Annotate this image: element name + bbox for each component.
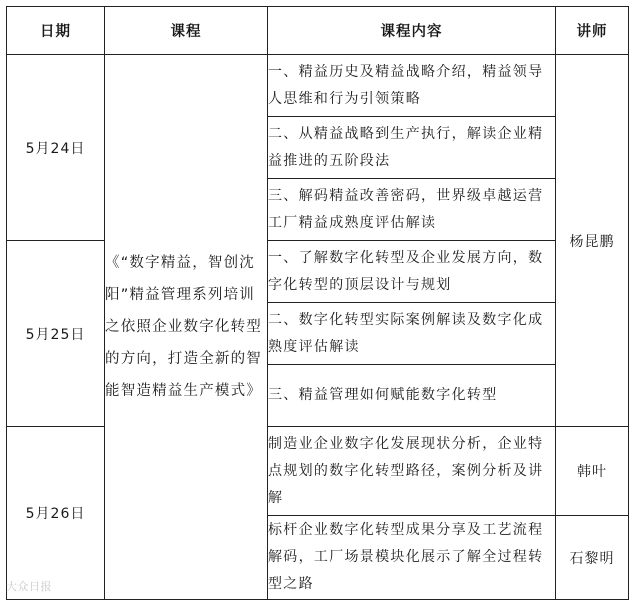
date-cell: 5月26日 xyxy=(7,427,105,600)
content-cell: 三、解码精益改善密码，世界级卓越运营工厂精益成熟度评估解读 xyxy=(268,179,556,241)
content-cell: 标杆企业数字化转型成果分享及工艺流程解码，工厂场景模块化展示了解全过程转型之路 xyxy=(268,516,556,600)
training-schedule-table xyxy=(6,6,629,600)
content-cell: 二、数字化转型实际案例解读及数字化成熟度评估解读 xyxy=(268,303,556,365)
content-cell: 一、精益历史及精益战略介绍，精益领导人思维和行为引领策略 xyxy=(268,55,556,117)
table-row xyxy=(7,241,629,303)
table-row xyxy=(7,427,629,516)
watermark: 大众日报 xyxy=(6,580,52,593)
header-content: 课程内容 xyxy=(268,7,556,55)
lecturer-cell: 杨昆鹏 xyxy=(556,55,629,427)
lecturer-cell: 石黎明 xyxy=(556,516,629,600)
date-cell: 5月25日 xyxy=(7,241,105,427)
header-row xyxy=(7,7,629,55)
date-cell: 5月24日 xyxy=(7,55,105,241)
header-course: 课程 xyxy=(105,7,268,55)
lecturer-cell: 韩叶 xyxy=(556,427,629,516)
header-date: 日期 xyxy=(7,7,105,55)
course-title-cell: 《“数字精益，智创沈阳”精益管理系列培训之依照企业数字化转型的方向，打造全新的智能智造精益生产模式》 xyxy=(105,55,268,600)
content-cell: 一、了解数字化转型及企业发展方向，数字化转型的顶层设计与规划 xyxy=(268,241,556,303)
content-cell: 制造业企业数字化发展现状分析，企业特点规划的数字化转型路径，案例分析及讲解 xyxy=(268,427,556,516)
content-cell: 二、从精益战略到生产执行，解读企业精益推进的五阶段法 xyxy=(268,117,556,179)
table-row xyxy=(7,55,629,117)
header-lecturer: 讲师 xyxy=(556,7,629,55)
content-cell: 三、精益管理如何赋能数字化转型 xyxy=(268,365,556,427)
